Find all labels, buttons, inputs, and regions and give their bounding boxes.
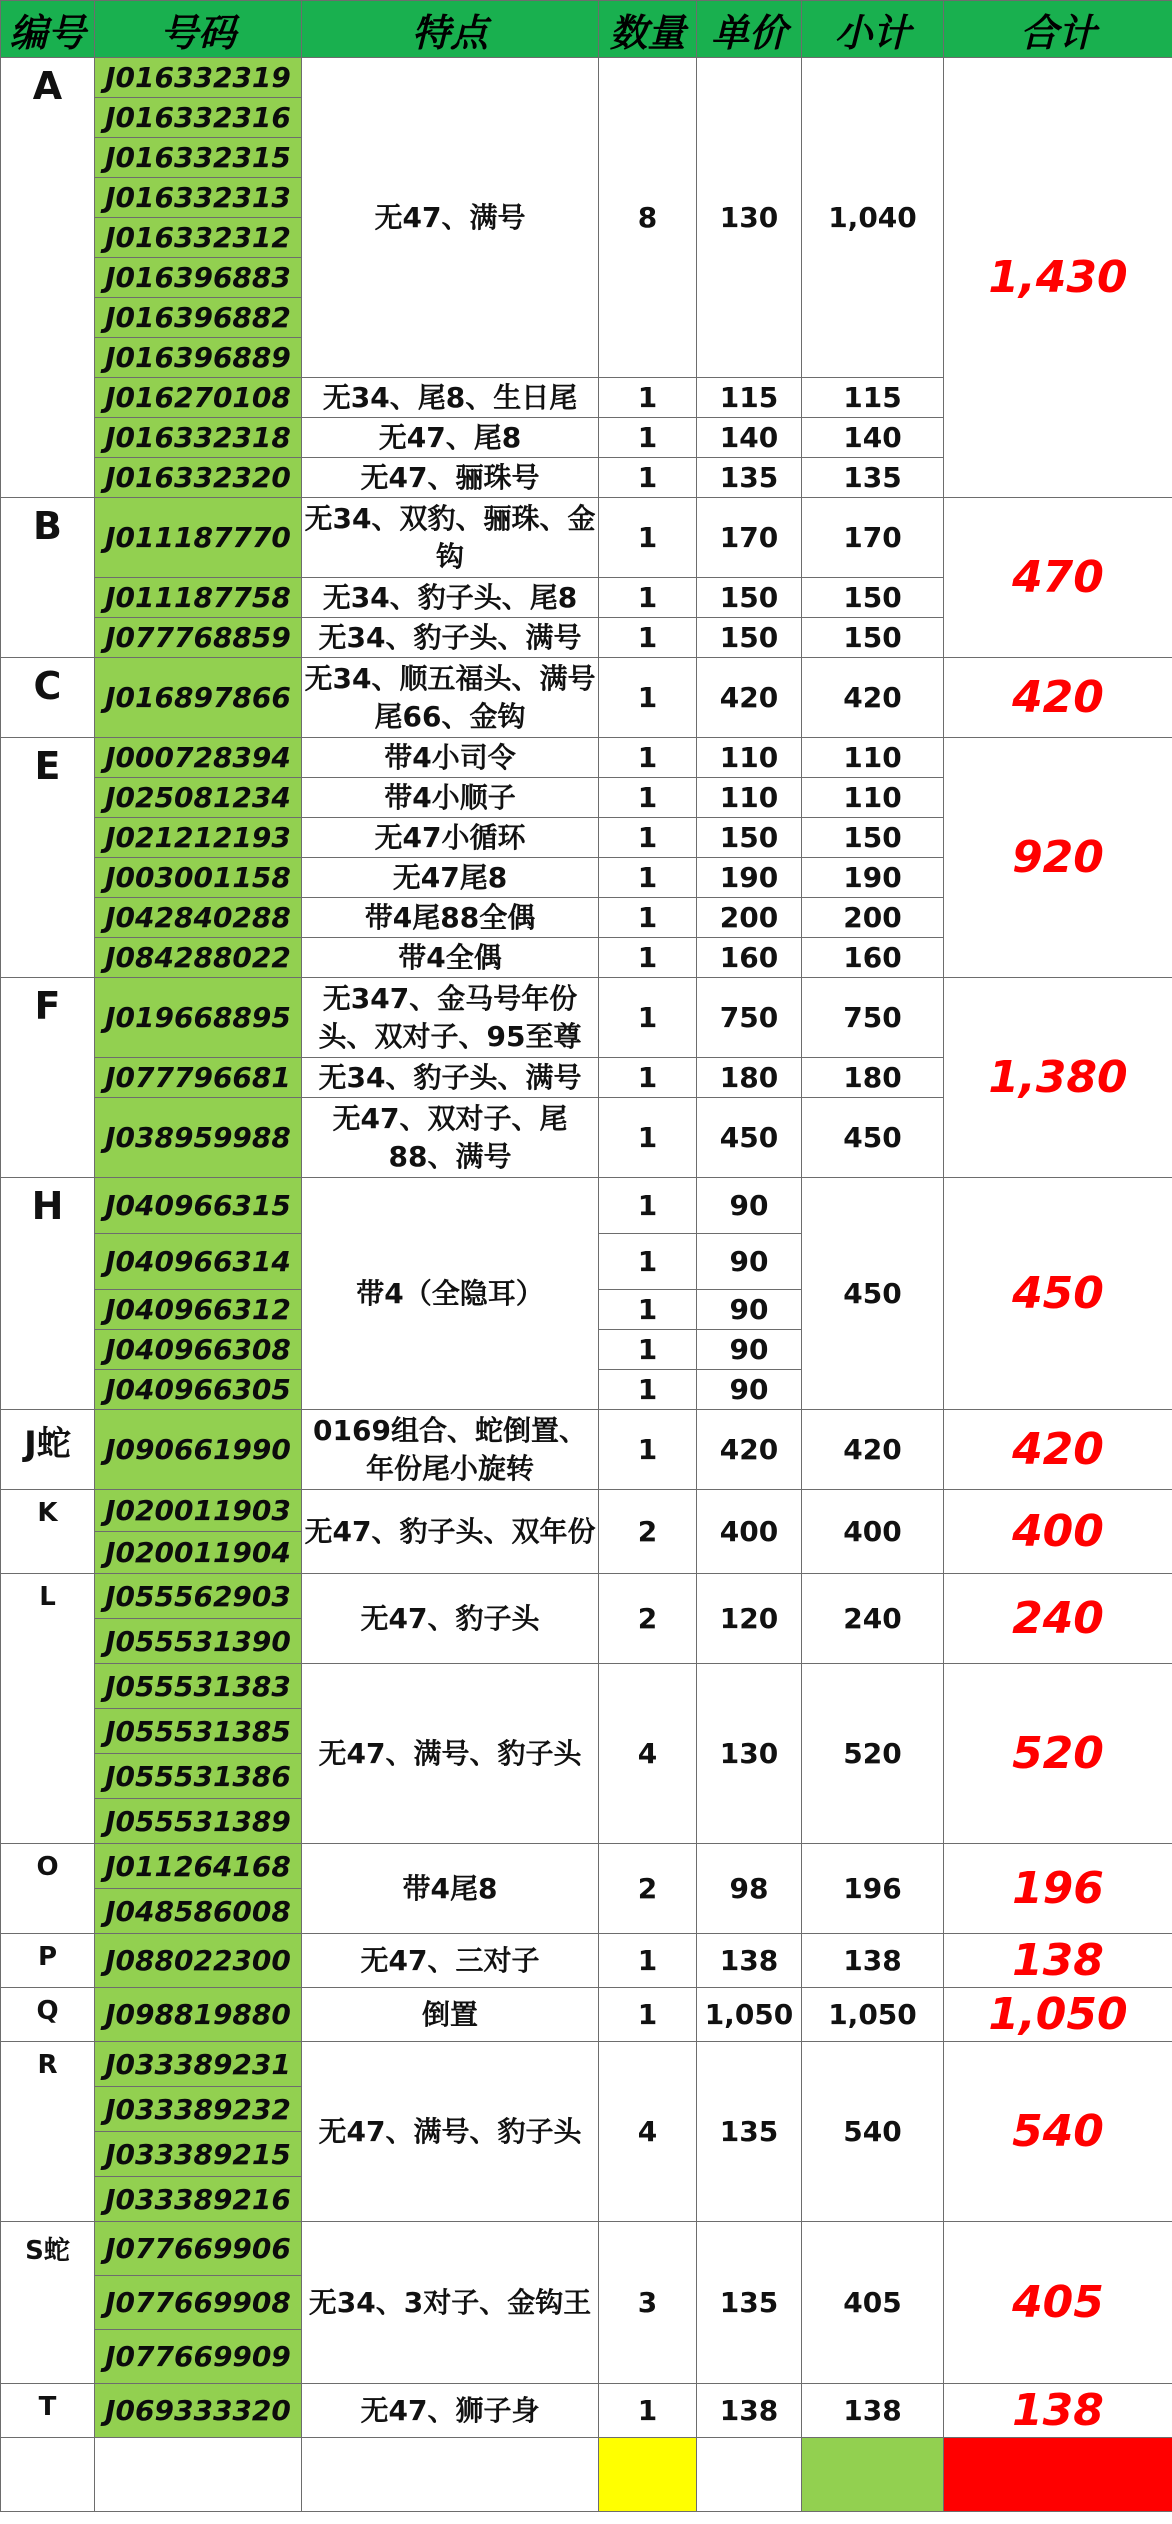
number-cell: J011187770 <box>95 498 302 578</box>
table-row <box>1 1574 1172 1619</box>
feature-cell: 带4全偶 <box>302 938 599 978</box>
total-cell: 240 <box>944 1574 1172 1664</box>
feature-cell: 无34、豹子头、满号 <box>302 618 599 658</box>
subtotal-cell: 150 <box>802 578 944 618</box>
header-row <box>1 1 1172 58</box>
feature-cell: 带4小顺子 <box>302 778 599 818</box>
subtotal-cell: 240 <box>802 1574 944 1664</box>
quantity-cell: 1 <box>599 578 697 618</box>
total-cell: 400 <box>944 1490 1172 1574</box>
price-cell: 150 <box>697 578 802 618</box>
number-cell: J033389232 <box>95 2087 302 2132</box>
number-cell: J055531390 <box>95 1619 302 1664</box>
total-cell: 470 <box>944 498 1172 658</box>
subtotal-cell: 135 <box>802 458 944 498</box>
subtotal-cell: 420 <box>802 1410 944 1490</box>
table-row <box>1 58 1172 98</box>
number-cell: J016270108 <box>95 378 302 418</box>
number-cell: J055562903 <box>95 1574 302 1619</box>
number-cell: J069333320 <box>95 2384 302 2438</box>
table-row <box>1 738 1172 778</box>
feature-cell: 无47、豹子头、双年份 <box>302 1490 599 1574</box>
quantity-cell: 4 <box>599 2042 697 2222</box>
number-cell: J055531386 <box>95 1754 302 1799</box>
header-id: 编号 <box>1 1 95 58</box>
total-cell: 450 <box>944 1178 1172 1410</box>
footer-cell <box>697 2438 802 2512</box>
quantity-cell: 1 <box>599 898 697 938</box>
group-id: S蛇 <box>1 2222 95 2384</box>
number-cell: J016332316 <box>95 98 302 138</box>
quantity-cell: 1 <box>599 1098 697 1178</box>
header-feature: 特点 <box>302 1 599 58</box>
price-cell: 750 <box>697 978 802 1058</box>
number-cell: J088022300 <box>95 1934 302 1988</box>
table-row <box>1 1988 1172 2042</box>
group-id: T <box>1 2384 95 2438</box>
total-cell: 420 <box>944 658 1172 738</box>
header-total: 合计 <box>944 1 1172 58</box>
feature-cell: 无47尾8 <box>302 858 599 898</box>
feature-cell: 无47、三对子 <box>302 1934 599 1988</box>
feature-cell: 带4尾8 <box>302 1844 599 1934</box>
number-cell: J048586008 <box>95 1889 302 1934</box>
total-cell: 138 <box>944 1934 1172 1988</box>
feature-cell: 无47、双对子、尾88、满号 <box>302 1098 599 1178</box>
header-unit-price: 单价 <box>697 1 802 58</box>
total-cell: 405 <box>944 2222 1172 2384</box>
table-row <box>1 1934 1172 1988</box>
quantity-cell: 2 <box>599 1574 697 1664</box>
feature-cell: 无47、满号、豹子头 <box>302 1664 599 1844</box>
price-cell: 110 <box>697 738 802 778</box>
group-id: E <box>1 738 95 978</box>
price-cell: 150 <box>697 618 802 658</box>
quantity-cell: 1 <box>599 978 697 1058</box>
number-cell: J055531383 <box>95 1664 302 1709</box>
price-cell: 170 <box>697 498 802 578</box>
quantity-cell: 1 <box>599 1370 697 1410</box>
number-cell: J055531385 <box>95 1709 302 1754</box>
header-quantity: 数量 <box>599 1 697 58</box>
quantity-cell: 1 <box>599 378 697 418</box>
number-cell: J016396882 <box>95 298 302 338</box>
table-row <box>1 1844 1172 1889</box>
quantity-cell: 3 <box>599 2222 697 2384</box>
feature-cell: 带4小司令 <box>302 738 599 778</box>
price-cell: 160 <box>697 938 802 978</box>
price-cell: 180 <box>697 1058 802 1098</box>
number-cell: J016897866 <box>95 658 302 738</box>
price-cell: 140 <box>697 418 802 458</box>
number-cell: J084288022 <box>95 938 302 978</box>
price-cell: 138 <box>697 2384 802 2438</box>
footer-cell <box>302 2438 599 2512</box>
quantity-cell: 1 <box>599 2384 697 2438</box>
quantity-cell: 1 <box>599 858 697 898</box>
number-cell: J077768859 <box>95 618 302 658</box>
total-cell: 138 <box>944 2384 1172 2438</box>
number-cell: J016332312 <box>95 218 302 258</box>
feature-cell: 无34、豹子头、尾8 <box>302 578 599 618</box>
number-cell: J077796681 <box>95 1058 302 1098</box>
quantity-cell: 4 <box>599 1664 697 1844</box>
subtotal-cell: 180 <box>802 1058 944 1098</box>
price-cell: 90 <box>697 1234 802 1290</box>
group-id: Q <box>1 1988 95 2042</box>
feature-cell: 无34、双豹、骊珠、金钩 <box>302 498 599 578</box>
subtotal-cell: 138 <box>802 2384 944 2438</box>
number-cell: J016332313 <box>95 178 302 218</box>
price-cell: 420 <box>697 1410 802 1490</box>
total-cell: 1,380 <box>944 978 1172 1178</box>
number-cell: J077669909 <box>95 2330 302 2384</box>
number-cell: J016332318 <box>95 418 302 458</box>
number-cell: J077669906 <box>95 2222 302 2276</box>
number-cell: J090661990 <box>95 1410 302 1490</box>
number-cell: J016396883 <box>95 258 302 298</box>
price-cell: 450 <box>697 1098 802 1178</box>
quantity-cell: 1 <box>599 1178 697 1234</box>
number-cell: J040966314 <box>95 1234 302 1290</box>
feature-cell: 无47、狮子身 <box>302 2384 599 2438</box>
subtotal-cell: 140 <box>802 418 944 458</box>
feature-cell: 带4（全隐耳） <box>302 1178 599 1410</box>
quantity-cell: 1 <box>599 938 697 978</box>
number-cell: J040966305 <box>95 1370 302 1410</box>
quantity-cell: 1 <box>599 618 697 658</box>
total-cell: 520 <box>944 1664 1172 1844</box>
feature-cell: 无47、尾8 <box>302 418 599 458</box>
quantity-cell: 2 <box>599 1844 697 1934</box>
quantity-cell: 1 <box>599 458 697 498</box>
header-number: 号码 <box>95 1 302 58</box>
number-cell: J055531389 <box>95 1799 302 1844</box>
quantity-cell: 1 <box>599 1934 697 1988</box>
table-row <box>1 1410 1172 1490</box>
subtotal-cell: 138 <box>802 1934 944 1988</box>
table-row <box>1 1490 1172 1532</box>
price-cell: 190 <box>697 858 802 898</box>
price-cell: 130 <box>697 1664 802 1844</box>
total-cell: 1,050 <box>944 1988 1172 2042</box>
number-cell: J042840288 <box>95 898 302 938</box>
quantity-cell: 1 <box>599 738 697 778</box>
price-cell: 120 <box>697 1574 802 1664</box>
price-cell: 138 <box>697 1934 802 1988</box>
number-cell: J011187758 <box>95 578 302 618</box>
quantity-cell: 1 <box>599 1058 697 1098</box>
number-cell: J019668895 <box>95 978 302 1058</box>
price-cell: 90 <box>697 1330 802 1370</box>
price-cell: 110 <box>697 778 802 818</box>
subtotal-cell: 520 <box>802 1664 944 1844</box>
subtotal-cell: 405 <box>802 2222 944 2384</box>
price-cell: 98 <box>697 1844 802 1934</box>
group-id: A <box>1 58 95 498</box>
total-cell: 196 <box>944 1844 1172 1934</box>
group-id: O <box>1 1844 95 1934</box>
number-cell: J016332315 <box>95 138 302 178</box>
subtotal-cell: 115 <box>802 378 944 418</box>
price-cell: 400 <box>697 1490 802 1574</box>
number-cell: J025081234 <box>95 778 302 818</box>
table-row <box>1 978 1172 1058</box>
quantity-cell: 1 <box>599 658 697 738</box>
number-cell: J016332320 <box>95 458 302 498</box>
quantity-cell: 1 <box>599 778 697 818</box>
feature-cell: 倒置 <box>302 1988 599 2042</box>
footer-cell <box>95 2438 302 2512</box>
number-cell: J040966312 <box>95 1290 302 1330</box>
feature-cell: 无34、尾8、生日尾 <box>302 378 599 418</box>
footer-cell <box>1 2438 95 2512</box>
total-cell: 920 <box>944 738 1172 978</box>
quantity-cell: 1 <box>599 1234 697 1290</box>
subtotal-cell: 450 <box>802 1098 944 1178</box>
number-cell: J021212193 <box>95 818 302 858</box>
number-cell: J038959988 <box>95 1098 302 1178</box>
subtotal-cell: 1,040 <box>802 58 944 378</box>
total-cell: 1,430 <box>944 58 1172 498</box>
number-cell: J020011903 <box>95 1490 302 1532</box>
subtotal-cell: 450 <box>802 1178 944 1410</box>
subtotal-cell: 150 <box>802 618 944 658</box>
number-cell: J040966308 <box>95 1330 302 1370</box>
price-cell: 115 <box>697 378 802 418</box>
feature-cell: 无47、满号、豹子头 <box>302 2042 599 2222</box>
number-cell: J033389231 <box>95 2042 302 2087</box>
quantity-cell: 1 <box>599 1988 697 2042</box>
number-cell: J077669908 <box>95 2276 302 2330</box>
table-row <box>1 2042 1172 2087</box>
number-cell: J016332319 <box>95 58 302 98</box>
feature-cell: 无47、豹子头 <box>302 1574 599 1664</box>
feature-cell: 无34、豹子头、满号 <box>302 1058 599 1098</box>
subtotal-cell: 150 <box>802 818 944 858</box>
group-id: C <box>1 658 95 738</box>
number-cell: J098819880 <box>95 1988 302 2042</box>
group-id: K <box>1 1490 95 1574</box>
feature-cell: 无34、顺五福头、满号尾66、金钩 <box>302 658 599 738</box>
subtotal-cell: 420 <box>802 658 944 738</box>
number-cell: J003001158 <box>95 858 302 898</box>
number-cell: J033389216 <box>95 2177 302 2222</box>
number-cell: J020011904 <box>95 1532 302 1574</box>
footer-red-cell <box>944 2438 1172 2512</box>
feature-cell: 无47、满号 <box>302 58 599 378</box>
total-cell: 540 <box>944 2042 1172 2222</box>
feature-cell: 带4尾88全偶 <box>302 898 599 938</box>
number-cell: J016396889 <box>95 338 302 378</box>
subtotal-cell: 160 <box>802 938 944 978</box>
price-cell: 90 <box>697 1290 802 1330</box>
quantity-cell: 1 <box>599 818 697 858</box>
price-cell: 90 <box>697 1178 802 1234</box>
header-subtotal: 小计 <box>802 1 944 58</box>
price-cell: 135 <box>697 2222 802 2384</box>
quantity-cell: 1 <box>599 498 697 578</box>
number-cell: J040966315 <box>95 1178 302 1234</box>
price-cell: 1,050 <box>697 1988 802 2042</box>
table-row <box>1 1178 1172 1234</box>
group-id: J蛇 <box>1 1410 95 1490</box>
subtotal-cell: 170 <box>802 498 944 578</box>
subtotal-cell: 200 <box>802 898 944 938</box>
feature-cell: 无47小循环 <box>302 818 599 858</box>
footer-row <box>1 2438 1172 2512</box>
feature-cell: 无34、3对子、金钩王 <box>302 2222 599 2384</box>
group-id: H <box>1 1178 95 1410</box>
price-cell: 420 <box>697 658 802 738</box>
price-cell: 135 <box>697 458 802 498</box>
footer-yellow-cell <box>599 2438 697 2512</box>
quantity-cell: 8 <box>599 58 697 378</box>
table-row <box>1 498 1172 578</box>
price-cell: 90 <box>697 1370 802 1410</box>
subtotal-cell: 400 <box>802 1490 944 1574</box>
feature-cell: 无347、金马号年份头、双对子、95至尊 <box>302 978 599 1058</box>
price-cell: 200 <box>697 898 802 938</box>
footer-green-cell <box>802 2438 944 2512</box>
quantity-cell: 1 <box>599 1330 697 1370</box>
subtotal-cell: 190 <box>802 858 944 898</box>
quantity-cell: 2 <box>599 1490 697 1574</box>
quantity-cell: 1 <box>599 418 697 458</box>
number-cell: J000728394 <box>95 738 302 778</box>
subtotal-cell: 110 <box>802 778 944 818</box>
price-cell: 150 <box>697 818 802 858</box>
subtotal-cell: 196 <box>802 1844 944 1934</box>
table-row <box>1 2222 1172 2276</box>
table-row <box>1 1664 1172 1709</box>
group-id: F <box>1 978 95 1178</box>
feature-cell: 无47、骊珠号 <box>302 458 599 498</box>
group-id: P <box>1 1934 95 1988</box>
number-cell: J033389215 <box>95 2132 302 2177</box>
group-id: B <box>1 498 95 658</box>
quantity-cell: 1 <box>599 1410 697 1490</box>
number-cell: J011264168 <box>95 1844 302 1889</box>
subtotal-cell: 540 <box>802 2042 944 2222</box>
subtotal-cell: 110 <box>802 738 944 778</box>
subtotal-cell: 1,050 <box>802 1988 944 2042</box>
feature-cell: 0169组合、蛇倒置、年份尾小旋转 <box>302 1410 599 1490</box>
group-id: R <box>1 2042 95 2222</box>
group-id: L <box>1 1574 95 1844</box>
table-row <box>1 658 1172 738</box>
price-cell: 130 <box>697 58 802 378</box>
price-cell: 135 <box>697 2042 802 2222</box>
table-row <box>1 2384 1172 2438</box>
total-cell: 420 <box>944 1410 1172 1490</box>
quantity-cell: 1 <box>599 1290 697 1330</box>
subtotal-cell: 750 <box>802 978 944 1058</box>
